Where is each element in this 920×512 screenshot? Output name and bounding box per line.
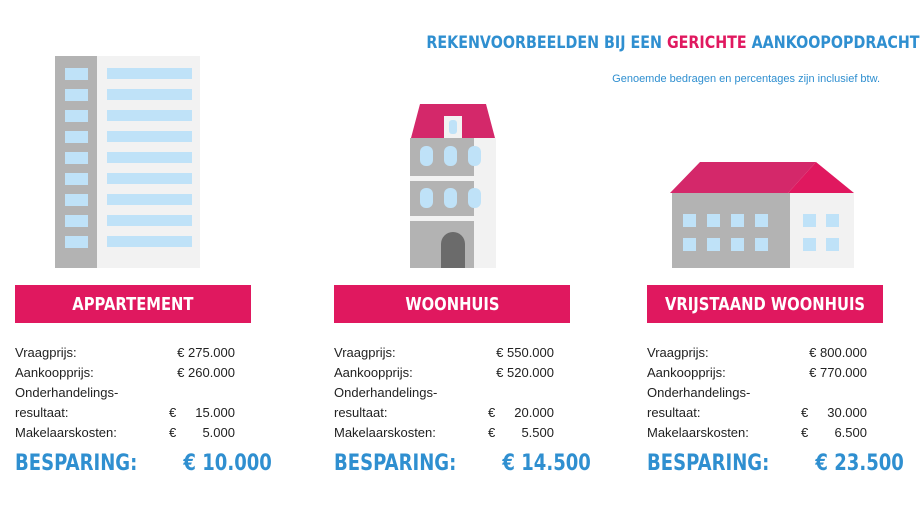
label-resultaat: resultaat: xyxy=(15,405,69,420)
row-makelaarskosten xyxy=(15,423,235,443)
page-title xyxy=(426,33,920,53)
label-resultaat: resultaat: xyxy=(647,405,701,420)
value-aankoopprijs: € 770.000 xyxy=(809,365,867,380)
savings-value: € 14.500 xyxy=(502,451,592,476)
page-subtitle: Genoemde bedragen en percentages zijn inclusief btw. xyxy=(612,73,880,85)
title-part2: AANKOOPOPDRACHT xyxy=(746,33,920,53)
label-makelaarskosten: Makelaarskosten: xyxy=(647,425,749,440)
row-onderhandelings xyxy=(15,383,235,403)
price-table-appartement xyxy=(15,343,235,443)
row-resultaat xyxy=(647,403,867,423)
label-onderhandelings: Onderhandelings- xyxy=(334,385,438,400)
value-makelaarskosten: 5.000 xyxy=(202,425,235,440)
row-vraagprijs xyxy=(647,343,867,363)
value-vraagprijs: € 800.000 xyxy=(809,345,867,360)
row-onderhandelings xyxy=(334,383,554,403)
row-aankoopprijs xyxy=(334,363,554,383)
savings-value: € 10.000 xyxy=(183,451,273,476)
savings-appartement xyxy=(15,451,273,481)
apartment-building-icon xyxy=(55,56,200,268)
currency-sign: € xyxy=(488,425,496,440)
row-aankoopprijs xyxy=(647,363,867,383)
currency-sign: € xyxy=(801,425,809,440)
savings-label: BESPARING: xyxy=(647,451,770,476)
value-makelaarskosten: 5.500 xyxy=(521,425,554,440)
house-icon xyxy=(408,104,498,268)
label-onderhandelings: Onderhandelings- xyxy=(15,385,119,400)
label-onderhandelings: Onderhandelings- xyxy=(647,385,751,400)
savings-woonhuis xyxy=(334,451,592,481)
row-onderhandelings xyxy=(647,383,867,403)
currency-sign: € xyxy=(169,405,177,420)
label-aankoopprijs: Aankoopprijs: xyxy=(15,365,94,380)
savings-value: € 23.500 xyxy=(815,451,905,476)
label-makelaarskosten: Makelaarskosten: xyxy=(15,425,117,440)
label-makelaarskosten: Makelaarskosten: xyxy=(334,425,436,440)
banner-woonhuis xyxy=(334,285,570,323)
label-aankoopprijs: Aankoopprijs: xyxy=(334,365,413,380)
value-vraagprijs: € 550.000 xyxy=(496,345,554,360)
banner-title: VRIJSTAAND WOONHUIS xyxy=(664,293,866,315)
banner-vrijstaand-woonhuis xyxy=(647,285,883,323)
currency-sign: € xyxy=(801,405,809,420)
detached-house-icon xyxy=(670,162,856,268)
value-resultaat: 30.000 xyxy=(827,405,867,420)
label-vraagprijs: Vraagprijs: xyxy=(15,345,77,360)
price-table-woonhuis xyxy=(334,343,554,443)
price-table-vrijstaand-woonhuis xyxy=(647,343,867,443)
row-makelaarskosten xyxy=(647,423,867,443)
label-vraagprijs: Vraagprijs: xyxy=(647,345,709,360)
label-aankoopprijs: Aankoopprijs: xyxy=(647,365,726,380)
row-vraagprijs xyxy=(334,343,554,363)
banner-appartement xyxy=(15,285,251,323)
currency-sign: € xyxy=(488,405,496,420)
row-aankoopprijs xyxy=(15,363,235,383)
label-resultaat: resultaat: xyxy=(334,405,388,420)
label-vraagprijs: Vraagprijs: xyxy=(334,345,396,360)
value-resultaat: 15.000 xyxy=(195,405,235,420)
row-vraagprijs xyxy=(15,343,235,363)
value-vraagprijs: € 275.000 xyxy=(177,345,235,360)
row-resultaat xyxy=(15,403,235,423)
currency-sign: € xyxy=(169,425,177,440)
title-part1: REKENVOORBEELDEN BIJ EEN xyxy=(426,33,667,53)
savings-label: BESPARING: xyxy=(15,451,138,476)
value-makelaarskosten: 6.500 xyxy=(834,425,867,440)
savings-label: BESPARING: xyxy=(334,451,457,476)
title-highlight: GERICHTE xyxy=(666,33,747,53)
value-aankoopprijs: € 520.000 xyxy=(496,365,554,380)
value-resultaat: 20.000 xyxy=(514,405,554,420)
value-aankoopprijs: € 260.000 xyxy=(177,365,235,380)
savings-vrijstaand-woonhuis xyxy=(647,451,905,481)
banner-title: WOONHUIS xyxy=(404,293,500,315)
banner-title: APPARTEMENT xyxy=(72,293,194,315)
row-makelaarskosten xyxy=(334,423,554,443)
row-resultaat xyxy=(334,403,554,423)
